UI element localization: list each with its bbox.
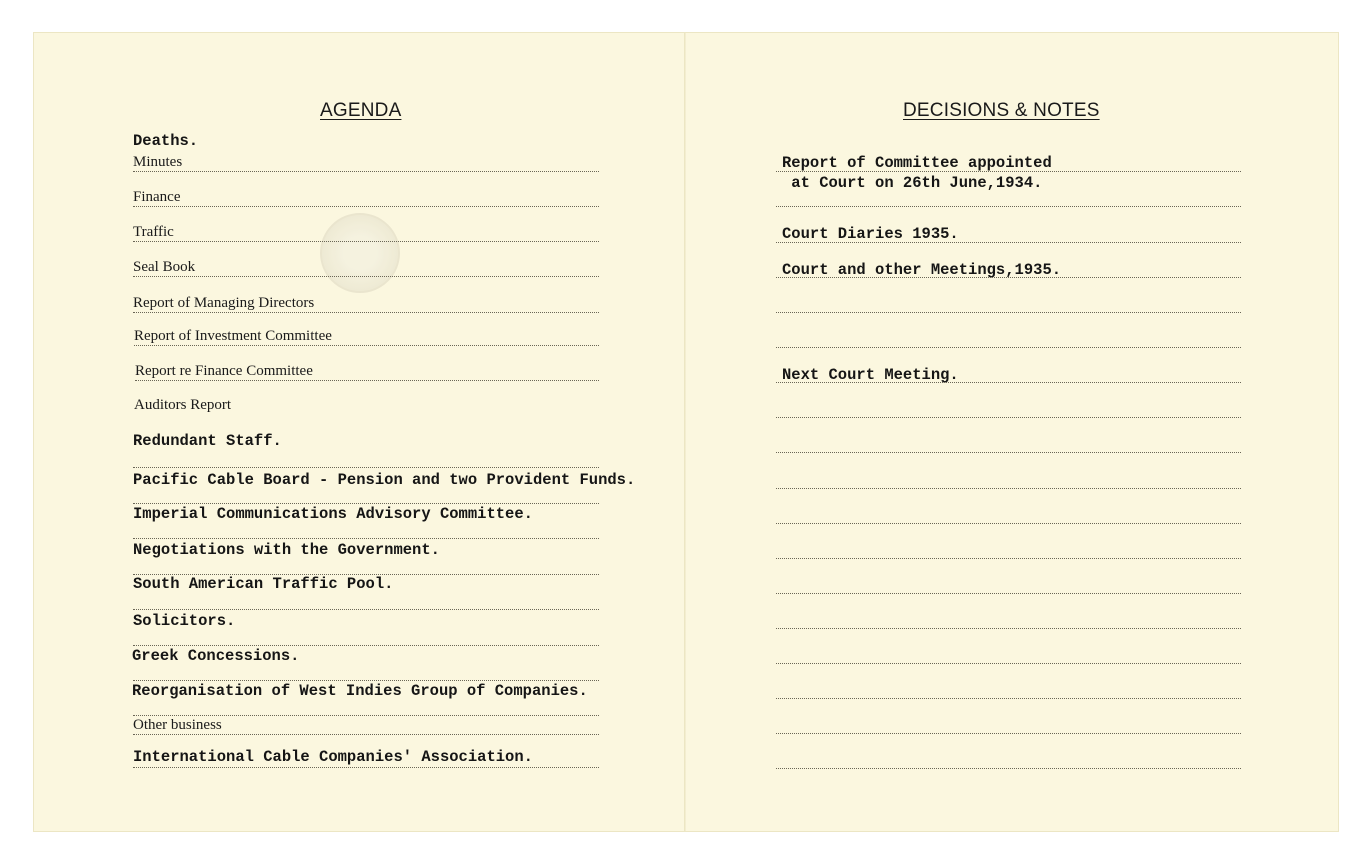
notes-line [776, 643, 1241, 664]
notes-line [776, 678, 1241, 699]
agenda-typed-item: Imperial Communications Advisory Committee. [133, 505, 533, 523]
agenda-item-label: Finance [133, 189, 181, 205]
agenda-row-minutes [133, 151, 599, 172]
notes-line [776, 573, 1241, 594]
notes-line [776, 327, 1241, 348]
notes-line [776, 432, 1241, 453]
notes-line [776, 222, 1241, 243]
notes-line [776, 397, 1241, 418]
agenda-row-seal-book [133, 256, 599, 277]
agenda-typed-item: Solicitors. [133, 612, 236, 630]
agenda-typed-item: Redundant Staff. [133, 432, 282, 450]
agenda-item-label: Seal Book [133, 259, 196, 275]
notes-line [776, 538, 1241, 559]
agenda-typed-item: Greek Concessions. [132, 647, 300, 665]
agenda-row-investment-committee [134, 325, 599, 346]
agenda-item-label: Report of Investment Committee [134, 328, 332, 344]
notes-line [776, 362, 1241, 383]
notes-line [776, 151, 1241, 172]
notes-line [776, 292, 1241, 313]
agenda-typed-item: Pacific Cable Board - Pension and two Provident Funds. [133, 471, 636, 489]
notes-line [776, 186, 1241, 207]
agenda-row-finance [133, 186, 599, 207]
agenda-item-label: Auditors Report [134, 397, 232, 413]
agenda-typed-deaths: Deaths. [133, 132, 199, 150]
decisions-typed-item: Court Diaries 1935. [782, 225, 959, 243]
agenda-typed-item: Reorganisation of West Indies Group of Companies. [132, 682, 588, 700]
notes-line [776, 257, 1241, 278]
decisions-typed-item: Report of Committee appointed at Court on 26th June,1934. [782, 154, 1052, 192]
agenda-row-traffic [133, 221, 599, 242]
agenda-item-label: Other business [133, 717, 222, 733]
center-fold [684, 33, 686, 831]
agenda-row-finance-committee [135, 360, 599, 381]
agenda-typed-item: South American Traffic Pool. [133, 575, 394, 593]
notes-line [776, 468, 1241, 489]
agenda-item-label: Minutes [133, 154, 183, 170]
decisions-heading: DECISIONS & NOTES [903, 100, 1100, 121]
agenda-item-label: Report re Finance Committee [135, 363, 313, 379]
decisions-typed-item: Court and other Meetings,1935. [782, 261, 1062, 279]
agenda-booklet [34, 33, 1338, 831]
decisions-typed-item: Next Court Meeting. [782, 366, 959, 384]
agenda-row-auditors-report [134, 394, 599, 414]
agenda-typed-item: International Cable Companies' Association. [133, 748, 533, 766]
agenda-row-other-business [133, 714, 599, 735]
agenda-item-label: Report of Managing Directors [133, 295, 315, 311]
notes-line [776, 748, 1241, 769]
notes-line [776, 713, 1241, 734]
agenda-heading: AGENDA [320, 100, 402, 121]
agenda-item-label: Traffic [133, 224, 174, 240]
notes-line [776, 503, 1241, 524]
agenda-typed-item: Negotiations with the Government. [133, 541, 440, 559]
notes-line [776, 608, 1241, 629]
agenda-row-managing-directors [133, 292, 599, 313]
